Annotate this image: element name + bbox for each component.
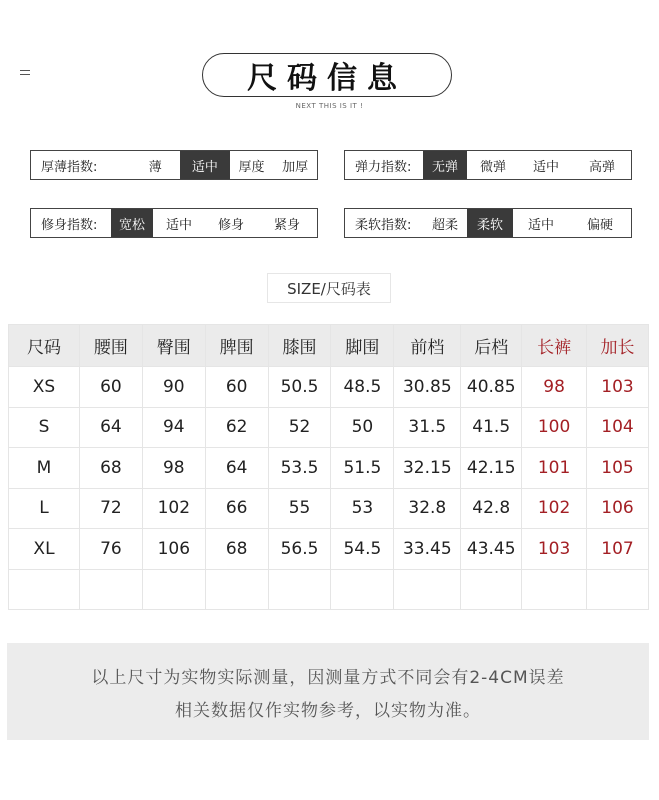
table-cell: 68: [205, 529, 268, 570]
table-cell: 60: [205, 367, 268, 408]
table-cell: S: [9, 407, 80, 448]
table-cell: 101: [522, 448, 587, 489]
table-cell: 53.5: [268, 448, 331, 489]
table-cell: 94: [142, 407, 205, 448]
table-body: [9, 367, 649, 610]
table-cell: 105: [587, 448, 649, 489]
table-cell: XS: [9, 367, 80, 408]
index-option: 适中: [527, 217, 554, 233]
table-cell: 32.15: [394, 448, 461, 489]
table-cell: 42.8: [461, 488, 522, 529]
table-cell: 90: [142, 367, 205, 408]
table-cell: 50.5: [268, 367, 331, 408]
table-cell: [522, 569, 587, 610]
table-cell: 64: [79, 407, 142, 448]
softness-index: [344, 208, 632, 238]
index-label: 柔软指数:: [355, 217, 412, 233]
table-cell: [205, 569, 268, 610]
page-title: 尺码信息: [202, 53, 452, 97]
index-option: 加厚: [282, 159, 309, 175]
table-row: [9, 367, 649, 408]
table-cell: 30.85: [394, 367, 461, 408]
table-cell: [79, 569, 142, 610]
table-cell: 72: [79, 488, 142, 529]
table-cell: 60: [79, 367, 142, 408]
table-cell: 43.45: [461, 529, 522, 570]
index-option: 适中: [532, 159, 559, 175]
table-cell: 50: [331, 407, 394, 448]
table-cell: 41.5: [461, 407, 522, 448]
table-cell: 62: [205, 407, 268, 448]
table-cell: L: [9, 488, 80, 529]
table-cell: 107: [587, 529, 649, 570]
index-option: 厚度: [238, 159, 265, 175]
index-option: 微弹: [479, 159, 506, 175]
fit-index: [30, 208, 318, 238]
table-cell: 42.15: [461, 448, 522, 489]
table-cell: [331, 569, 394, 610]
note-line: 相关数据仅作实物参考，以实物为准。: [175, 700, 481, 721]
table-row: [9, 407, 649, 448]
table-cell: [587, 569, 649, 610]
table-row: [9, 569, 649, 610]
table-cell: 103: [587, 367, 649, 408]
table-cell: 51.5: [331, 448, 394, 489]
column-header: 脾围: [205, 325, 268, 367]
index-option: 薄: [148, 159, 162, 175]
column-header: 前档: [394, 325, 461, 367]
index-label: 弹力指数:: [355, 159, 412, 175]
column-header: 腰围: [79, 325, 142, 367]
table-cell: 100: [522, 407, 587, 448]
index-option-selected: 适中: [180, 151, 230, 179]
table-cell: 55: [268, 488, 331, 529]
table-cell: 52: [268, 407, 331, 448]
table-cell: 102: [142, 488, 205, 529]
table-cell: [9, 569, 80, 610]
index-option-selected: 柔软: [467, 209, 513, 237]
table-cell: [394, 569, 461, 610]
column-header: 臀围: [142, 325, 205, 367]
elasticity-index: [344, 150, 632, 180]
index-option: 修身: [217, 217, 244, 233]
table-cell: 64: [205, 448, 268, 489]
index-label: 修身指数:: [41, 217, 98, 233]
menu-lines-icon: [20, 68, 30, 78]
table-cell: 31.5: [394, 407, 461, 448]
table-cell: 98: [142, 448, 205, 489]
column-header: 尺码: [9, 325, 80, 367]
table-header-row: [9, 325, 649, 367]
table-cell: 98: [522, 367, 587, 408]
page-subtitle: NEXT THIS IS IT !: [295, 102, 364, 110]
table-row: [9, 488, 649, 529]
index-option: 高弹: [588, 159, 615, 175]
index-option: 适中: [165, 217, 192, 233]
table-cell: 33.45: [394, 529, 461, 570]
table-row: [9, 529, 649, 570]
table-cell: 66: [205, 488, 268, 529]
table-cell: 68: [79, 448, 142, 489]
column-header: 加长: [587, 325, 649, 367]
index-option-selected: 无弹: [423, 151, 467, 179]
table-cell: 102: [522, 488, 587, 529]
measurement-note: [7, 643, 649, 740]
index-option: 紧身: [273, 217, 300, 233]
size-table: [8, 324, 649, 610]
table-cell: 56.5: [268, 529, 331, 570]
table-cell: 32.8: [394, 488, 461, 529]
note-line: 以上尺寸为实物实际测量，因测量方式不同会有2-4CM误差: [91, 667, 565, 688]
index-label: 厚薄指数:: [41, 159, 98, 175]
table-cell: 106: [142, 529, 205, 570]
size-chart-caption: SIZE/尺码表: [267, 273, 391, 303]
column-header: 后档: [461, 325, 522, 367]
column-header: 膝围: [268, 325, 331, 367]
table-cell: 40.85: [461, 367, 522, 408]
table-cell: 104: [587, 407, 649, 448]
table-cell: [142, 569, 205, 610]
table-cell: 76: [79, 529, 142, 570]
index-option-selected: 宽松: [111, 209, 153, 237]
table-cell: [268, 569, 331, 610]
table-cell: 54.5: [331, 529, 394, 570]
table-cell: M: [9, 448, 80, 489]
table-row: [9, 448, 649, 489]
table-cell: 48.5: [331, 367, 394, 408]
table-cell: XL: [9, 529, 80, 570]
index-option: 超柔: [431, 217, 458, 233]
table-cell: 53: [331, 488, 394, 529]
column-header: 长裤: [522, 325, 587, 367]
thickness-index: [30, 150, 318, 180]
index-option: 偏硬: [586, 217, 613, 233]
table-cell: 103: [522, 529, 587, 570]
column-header: 脚围: [331, 325, 394, 367]
table-cell: [461, 569, 522, 610]
table-cell: 106: [587, 488, 649, 529]
